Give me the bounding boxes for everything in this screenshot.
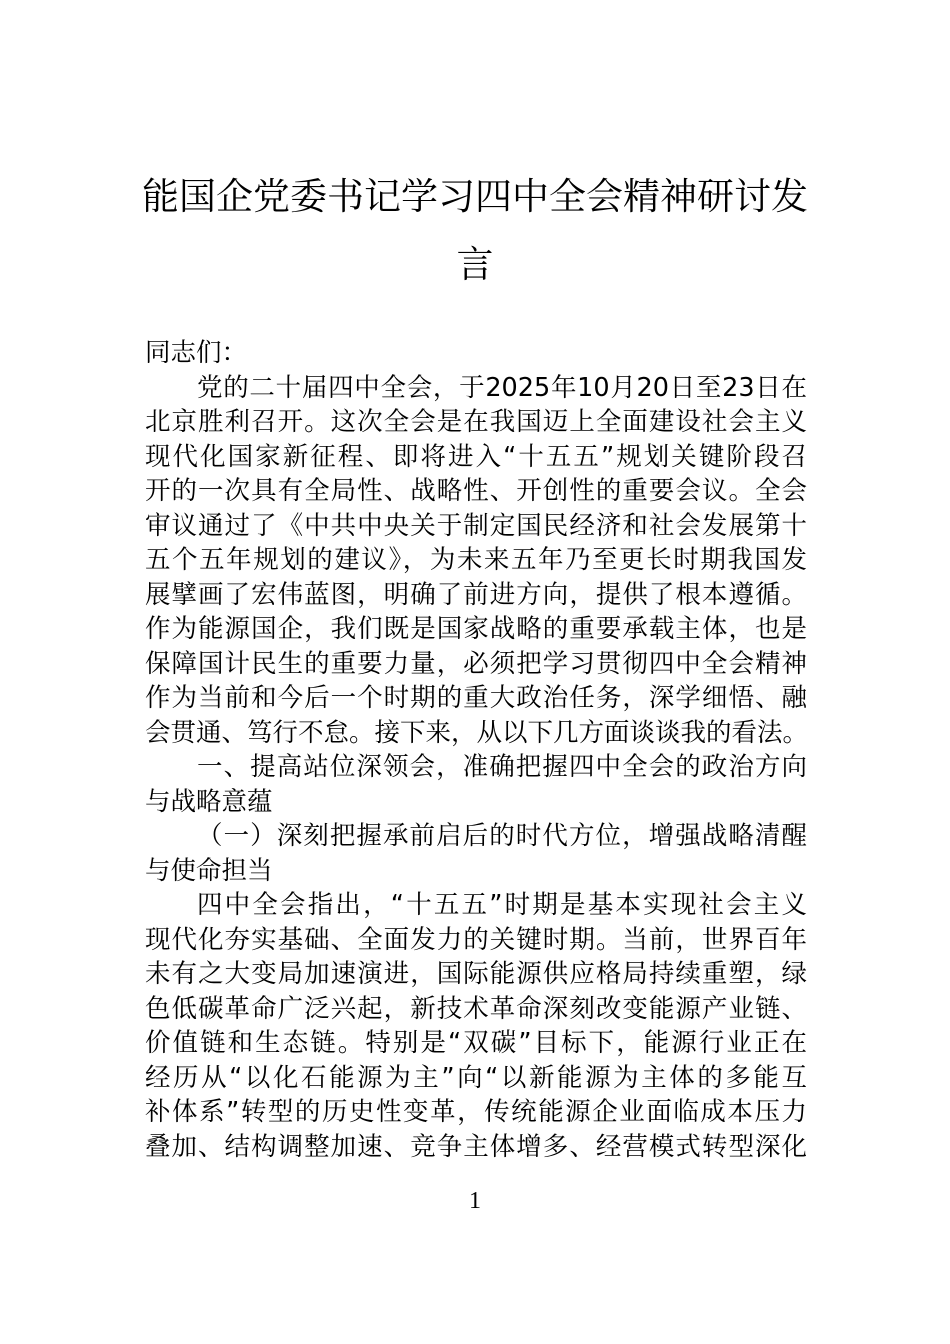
body-line: 北京胜利召开。这次全会是在我国迈上全面建设社会主义 <box>145 407 807 437</box>
document-body <box>145 336 807 1164</box>
body-line: 四中全会指出，“十五五”时期是基本实现社会主义 <box>197 890 807 920</box>
body-line: 保障国计民生的重要力量，必须把学习贯彻四中全会精神 <box>145 648 807 679</box>
body-line: 开的一次具有全局性、战略性、开创性的重要会议。全会 <box>145 476 807 506</box>
page-number: 1 <box>469 1188 481 1214</box>
body-line: 作为能源国企，我们既是国家战略的重要承载主体，也是 <box>145 614 807 644</box>
salutation: 同志们： <box>145 338 248 368</box>
body-line: 党的二十届四中全会，于2025年10月20日至23日在 <box>197 372 807 403</box>
body-line: 叠加、结构调整加速、竞争主体增多、经营模式转型深化 <box>145 1131 807 1162</box>
body-line: 展擘画了宏伟蓝图，明确了前进方向，提供了根本遵循。 <box>145 579 807 610</box>
body-line: 作为当前和今后一个时期的重大政治任务，深学细悟、融 <box>145 683 807 713</box>
document-title-line-2: 言 <box>456 243 494 286</box>
section-heading-1-cont: 与战略意蕴 <box>145 786 273 817</box>
body-line: 未有之大变局加速演进，国际能源供应格局持续重塑，绿 <box>145 959 807 989</box>
subsection-heading-1: （一）深刻把握承前启后的时代方位，增强战略清醒 <box>197 821 807 851</box>
section-heading-1: 一、提高站位深领会，准确把握四中全会的政治方向 <box>197 752 807 782</box>
document-title-line-1: 能国企党委书记学习四中全会精神研讨发 <box>142 175 808 218</box>
body-line: 补体系”转型的历史性变革，传统能源企业面临成本压力 <box>145 1097 807 1127</box>
body-line: 五个五年规划的建议》，为未来五年乃至更长时期我国发 <box>145 545 807 575</box>
body-line: 价值链和生态链。特别是“双碳”目标下，能源行业正在 <box>145 1028 807 1058</box>
body-line: 会贯通、笃行不怠。接下来，从以下几方面谈谈我的看法。 <box>145 717 809 748</box>
body-line: 色低碳革命广泛兴起，新技术革命深刻改变能源产业链、 <box>145 993 807 1024</box>
subsection-heading-1-cont: 与使命担当 <box>145 855 273 886</box>
body-line: 经历从“以化石能源为主”向“以新能源为主体的多能互 <box>145 1062 807 1093</box>
body-line: 审议通过了《中共中央关于制定国民经济和社会发展第十 <box>145 510 807 541</box>
body-line: 现代化夯实基础、全面发力的关键时期。当前，世界百年 <box>145 924 807 955</box>
body-line: 现代化国家新征程、即将进入“十五五”规划关键阶段召 <box>145 441 807 472</box>
